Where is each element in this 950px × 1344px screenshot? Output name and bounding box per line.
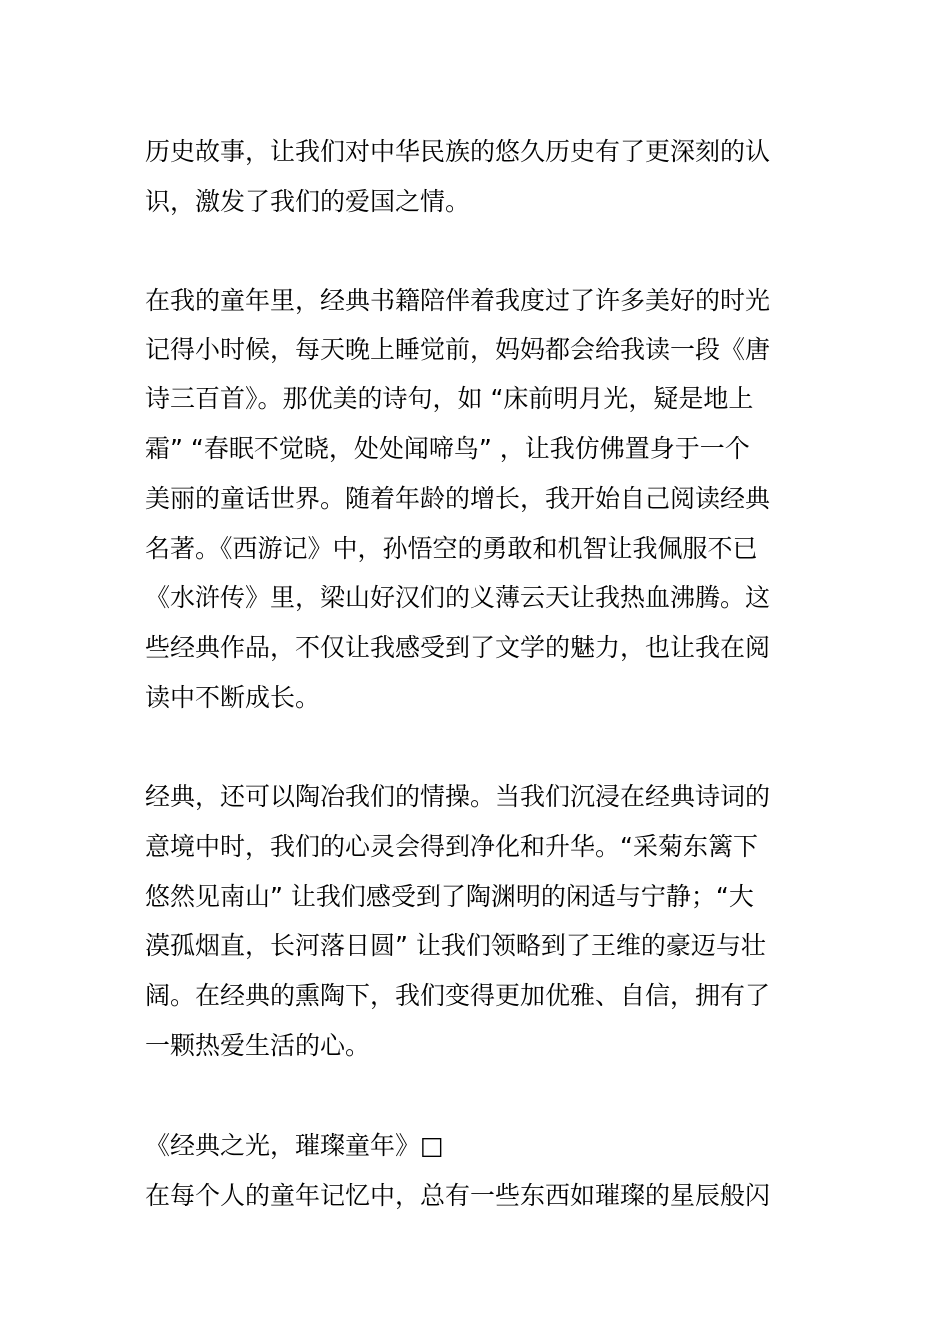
text-line: 历史故事，让我们对中华民族的悠久历史有了更深刻的认: [145, 137, 771, 166]
text-line: 在每个人的童年记忆中，总有一些东西如璀璨的星辰般闪: [145, 1181, 771, 1210]
text-line: 识，激发了我们的爱国之情。: [145, 187, 471, 216]
text-line: 美丽的童话世界。随着年龄的增长，我开始自己阅读经典: [145, 484, 771, 513]
text-line: 意境中时，我们的心灵会得到净化和升华。“采菊东篱下: [145, 832, 758, 861]
text-line: 些经典作品，不仅让我感受到了文学的魅力，也让我在阅: [145, 633, 771, 662]
text-line: 霜” “春眠不觉晓，处处闻啼鸟” ，让我仿佛置身于一个: [145, 434, 750, 463]
text-line: 读中不断成长。: [145, 683, 321, 712]
text-line: 记得小时候，每天晚上睡觉前，妈妈都会给我读一段《唐: [145, 335, 771, 364]
text-line: 漠孤烟直，长河落日圆” 让我们领略到了王维的豪迈与壮: [145, 931, 766, 960]
section-title: 《经典之光，璀璨童年》□: [145, 1131, 444, 1160]
text-line: 阔。在经典的熏陶下，我们变得更加优雅、自信，拥有了: [145, 981, 771, 1010]
text-line: 一颗热爱生活的心。: [145, 1031, 371, 1060]
text-line: 在我的童年里，经典书籍陪伴着我度过了许多美好的时光: [145, 286, 771, 315]
text-line: 悠然见南山” 让我们感受到了陶渊明的闲适与宁静；“大: [145, 882, 754, 911]
text-line: 《水浒传》里，梁山好汉们的义薄云天让我热血沸腾。这: [145, 583, 771, 612]
text-line: 诗三百首》。那优美的诗句，如 “床前明月光，疑是地上: [145, 384, 754, 413]
text-line: 名著。《西游记》中，孙悟空的勇敢和机智让我佩服不已: [145, 534, 758, 563]
text-line: 经典，还可以陶冶我们的情操。当我们沉浸在经典诗词的: [145, 782, 771, 811]
